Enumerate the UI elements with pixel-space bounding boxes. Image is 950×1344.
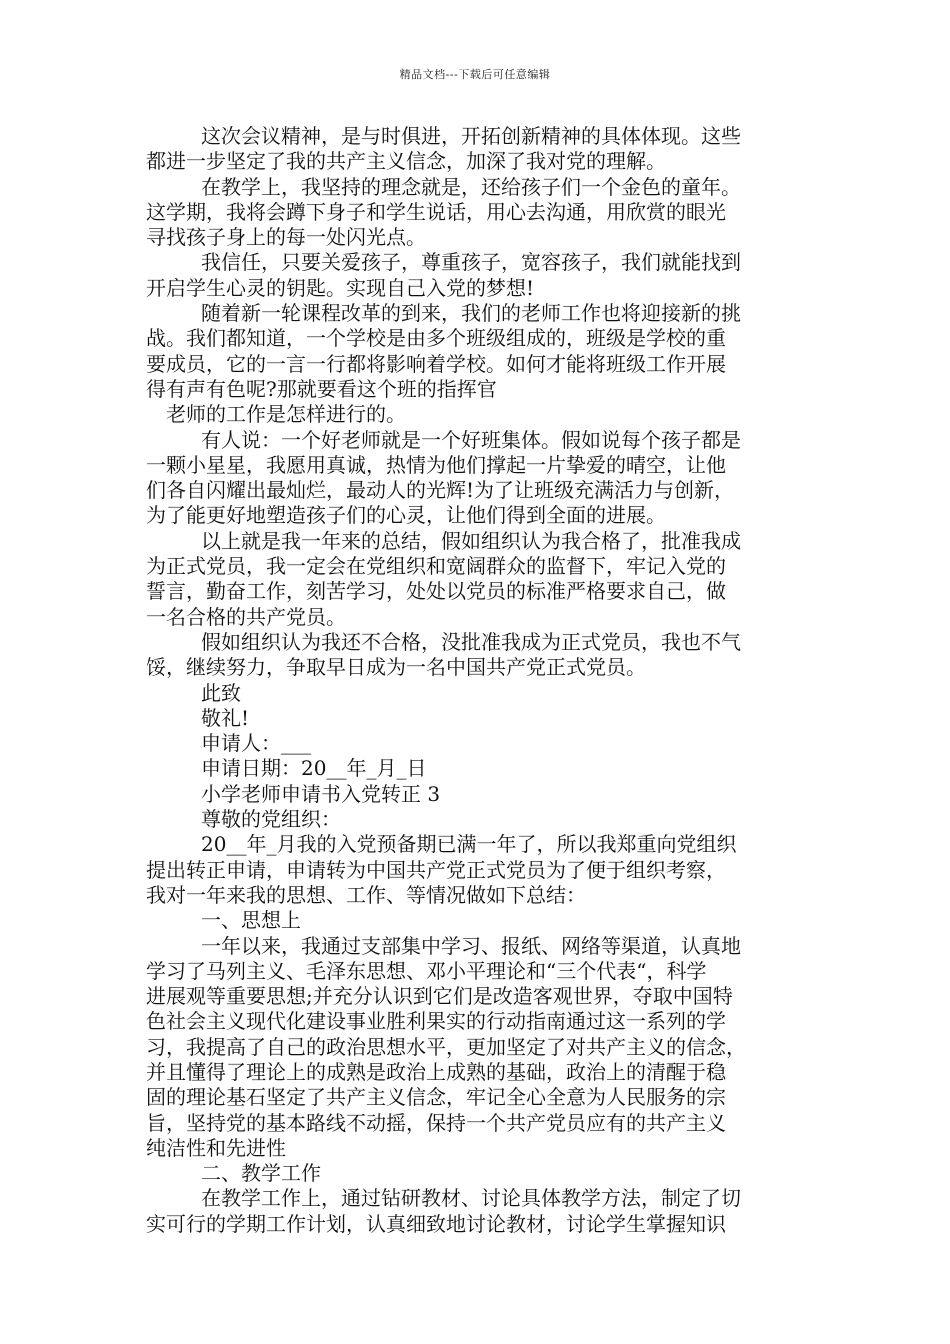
text-line: 馁，继续努力，争取早日成为一名中国共产党正式党员。 [146, 655, 646, 680]
text-line: 我信任，只要关爱孩子，尊重孩子，宽容孩子，我们就能找到 [201, 250, 741, 275]
text-line: 尊敬的党组织： [201, 807, 341, 832]
text-line: 并且懂得了理论上的成熟是政治上成熟的基础，政治上的清醒于稳 [146, 1059, 726, 1084]
text-line: 在教学上，我坚持的理念就是，还给孩子们一个金色的童年。 [201, 174, 741, 199]
text-line: 开启学生心灵的钥匙。实现自己入党的梦想! [146, 275, 535, 300]
text-line: 我对一年来我的思想、工作、等情况做如下总结： [146, 882, 586, 907]
text-line: 进展观等重要思想;并充分认识到它们是改造客观世界，夺取中国特 [146, 984, 733, 1009]
text-line: 得有声有色呢?那就要看这个班的指挥官 [146, 376, 497, 401]
text-line: 们各自闪耀出最灿烂，最动人的光辉!为了让班级充满活力与创新， [146, 478, 735, 503]
text-line: 在教学工作上，通过钻研教材、讨论具体教学方法，制定了切 [201, 1186, 741, 1211]
text-line: 为了能更好地塑造孩子们的心灵，让他们得到全面的进展。 [146, 503, 666, 528]
text-line: 一名合格的共产党员。 [146, 604, 346, 629]
document-body [146, 124, 814, 1237]
text-line: 要成员，它的一言一行都将影响着学校。如何才能将班级工作开展 [146, 351, 726, 376]
text-line: 敬礼! [201, 705, 250, 730]
text-line: 这次会议精神，是与时俱进，开拓创新精神的具体体现。这些 [201, 124, 741, 148]
text-line: 申请日期：20__年_月_日 [201, 756, 427, 781]
text-line: 随着新一轮课程改革的到来，我们的老师工作也将迎接新的挑 [201, 301, 741, 326]
text-line: 小学老师申请书入党转正 3 [201, 781, 441, 806]
text-line: 老师的工作是怎样进行的。 [166, 402, 406, 427]
text-line: 有人说：一个好老师就是一个好班集体。假如说每个孩子都是 [201, 427, 741, 452]
text-line: 誓言，勤奋工作，刻苦学习，处处以党员的标准严格要求自己，做 [146, 579, 726, 604]
text-line: 以上就是我一年来的总结，假如组织认为我合格了，批准我成 [201, 528, 741, 553]
text-line: 寻找孩子身上的每一处闪光点。 [146, 225, 426, 250]
text-line: 一年以来，我通过支部集中学习、报纸、网络等渠道，认真地 [201, 933, 741, 958]
text-line: 纯洁性和先进性 [146, 1135, 286, 1160]
text-line: 色社会主义现代化建设事业胜利果实的行动指南通过这一系列的学 [146, 1009, 726, 1034]
text-line: 一颗小星星，我愿用真诚，热情为他们撑起一片挚爱的晴空，让他 [146, 452, 726, 477]
text-line: 这学期，我将会蹲下身子和学生说话，用心去沟通，用欣赏的眼光 [146, 199, 726, 224]
text-line: 一、思想上 [201, 908, 301, 933]
text-line: 旨，坚持党的基本路线不动摇，保持一个共产党员应有的共产主义 [146, 1110, 726, 1135]
text-line: 20__年_月我的入党预备期已满一年了，所以我郑重向党组织 [201, 832, 737, 857]
text-line: 为正式党员，我一定会在党组织和宽阔群众的监督下，牢记入党的 [146, 554, 726, 579]
text-line: 假如组织认为我还不合格，没批准我成为正式党员，我也不气 [201, 629, 741, 654]
text-line: 实可行的学期工作计划，认真细致地讨论教材，讨论学生掌握知识 [146, 1211, 726, 1236]
text-line: 战。我们都知道，一个学校是由多个班级组成的，班级是学校的重 [146, 326, 726, 351]
text-line: 申请人：___ [201, 731, 311, 756]
text-line: 二、教学工作 [201, 1161, 321, 1186]
text-line: 固的理论基石坚定了共产主义信念，牢记全心全意为人民服务的宗 [146, 1085, 726, 1110]
text-line: 提出转正申请，申请转为中国共产党正式党员为了便于组织考察， [146, 857, 726, 882]
text-line: 习，我提高了自己的政治思想水平，更加坚定了对共产主义的信念， [146, 1034, 746, 1059]
text-line: 学习了马列主义、毛泽东思想、邓小平理论和“三个代表“，科学 [146, 958, 707, 983]
text-line: 都进一步坚定了我的共产主义信念，加深了我对党的理解。 [146, 149, 666, 174]
text-line: 此致 [201, 680, 241, 705]
page-header: 精品文档---下载后可任意编辑 [399, 68, 551, 81]
